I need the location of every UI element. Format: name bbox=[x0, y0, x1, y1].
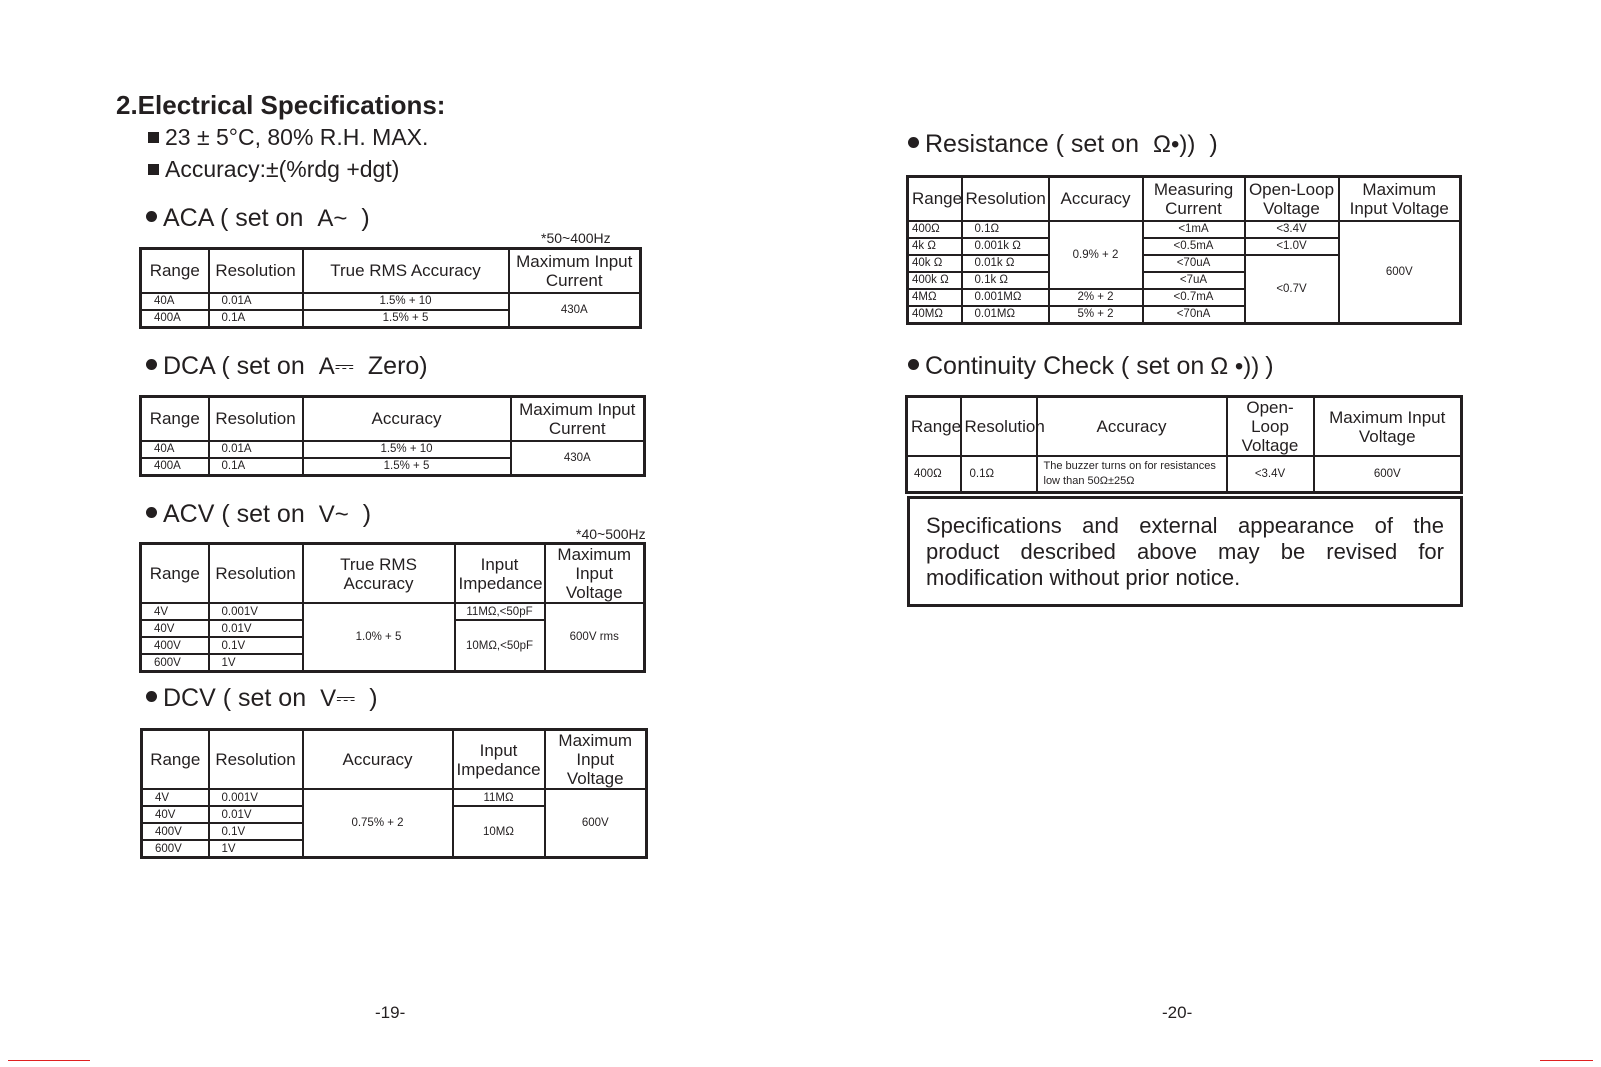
table-header-cell: Maximum Input Voltage bbox=[1314, 397, 1462, 457]
table-cell: <3.4V bbox=[1245, 221, 1339, 238]
aca-table bbox=[139, 247, 642, 329]
table-cell: 600V bbox=[545, 789, 647, 858]
table-header-cell: Range bbox=[142, 730, 209, 790]
table-cell: 1.5% + 10 bbox=[303, 293, 509, 310]
table-cell: 600V rms bbox=[545, 603, 645, 672]
table-header-cell: Input Impedance bbox=[453, 730, 545, 790]
continuity-table bbox=[905, 395, 1463, 494]
dc-volts-icon: V⎓ bbox=[320, 685, 356, 712]
acv-frequency-note: *40~500Hz bbox=[576, 526, 646, 542]
ohm-buzzer-icon: Ω•)) bbox=[1153, 131, 1196, 158]
dca-table bbox=[139, 395, 646, 477]
table-cell: 1V bbox=[209, 654, 303, 672]
acv-title: ACV ( set on V~ ) bbox=[146, 500, 371, 529]
table-header-cell: Accuracy bbox=[1049, 177, 1143, 221]
dca-title: DCA ( set on A⎓ Zero) bbox=[146, 352, 428, 381]
table-cell: 600V bbox=[1314, 456, 1462, 492]
table-cell: 40k Ω bbox=[908, 255, 962, 272]
table-row bbox=[908, 221, 1461, 238]
table-header-cell: Resolution bbox=[209, 730, 303, 790]
resistance-title: Resistance ( set on Ω•)) ) bbox=[908, 130, 1218, 159]
table-cell: 0.001V bbox=[209, 789, 303, 806]
ac-amps-icon: A~ bbox=[317, 205, 348, 232]
table-cell: 11MΩ,<50pF bbox=[455, 603, 545, 620]
table-cell: <1mA bbox=[1143, 221, 1245, 238]
table-header-cell: Resolution bbox=[209, 544, 303, 604]
table-row bbox=[141, 293, 641, 310]
table-cell: 1.5% + 5 bbox=[303, 310, 509, 328]
table-cell: 430A bbox=[511, 441, 645, 476]
table-cell: 1.0% + 5 bbox=[303, 603, 455, 672]
table-cell: 5% + 2 bbox=[1049, 306, 1143, 324]
table-row bbox=[907, 456, 1462, 492]
table-header-cell: Maximum Input Current bbox=[511, 397, 645, 441]
col-accuracy: True RMS Accuracy bbox=[303, 249, 509, 293]
table-cell: 0.001V bbox=[209, 603, 303, 620]
table-header-cell: Measuring Current bbox=[1143, 177, 1245, 221]
table-cell: <0.7V bbox=[1245, 255, 1339, 324]
table-cell: 400Ω bbox=[907, 456, 961, 492]
table-cell: <0.5mA bbox=[1143, 238, 1245, 255]
table-cell: 0.1V bbox=[209, 637, 303, 654]
table-cell: 40V bbox=[142, 806, 209, 823]
table-cell: 0.1Ω bbox=[962, 221, 1049, 238]
table-header-cell: Range bbox=[908, 177, 962, 221]
table-header-cell: Accuracy bbox=[1037, 397, 1227, 457]
condition-accuracy: Accuracy:±(%rdg +dgt) bbox=[148, 156, 399, 183]
table-cell: 1.5% + 10 bbox=[303, 441, 511, 458]
table-header-cell: Open-Loop Voltage bbox=[1245, 177, 1339, 221]
revision-notice: Specifications and external appearance of the product described above may be revised for modification without prior notice. bbox=[907, 496, 1463, 607]
table-cell: 400V bbox=[142, 823, 209, 840]
table-cell: 0.1A bbox=[209, 458, 303, 476]
table-header-cell: Resolution bbox=[961, 397, 1037, 457]
table-header-cell: Resolution bbox=[209, 397, 303, 441]
table-cell: <1.0V bbox=[1245, 238, 1339, 255]
bullet-icon bbox=[146, 211, 157, 222]
table-cell: 400k Ω bbox=[908, 272, 962, 289]
table-cell: 400A bbox=[141, 458, 209, 476]
table-cell: 10MΩ,<50pF bbox=[455, 620, 545, 672]
table-cell: 0.01MΩ bbox=[962, 306, 1049, 324]
table-cell: 600V bbox=[1339, 221, 1461, 324]
col-max: Maximum Input Current bbox=[509, 249, 641, 293]
table-cell: 0.01V bbox=[209, 806, 303, 823]
table-cell: 0.1k Ω bbox=[962, 272, 1049, 289]
table-cell: 0.01V bbox=[209, 620, 303, 637]
table-cell: 400Ω bbox=[908, 221, 962, 238]
table-cell: 40A bbox=[141, 293, 209, 310]
table-cell: 1.5% + 5 bbox=[303, 458, 511, 476]
table-header-cell: True RMS Accuracy bbox=[303, 544, 455, 604]
table-header-cell: Maximum Input Voltage bbox=[545, 544, 645, 604]
table-header-cell: Range bbox=[141, 397, 209, 441]
table-cell: 40A bbox=[141, 441, 209, 458]
table-cell: 10MΩ bbox=[453, 806, 545, 858]
table-cell: <70uA bbox=[1143, 255, 1245, 272]
table-cell: 40MΩ bbox=[908, 306, 962, 324]
table-cell: 0.9% + 2 bbox=[1049, 221, 1143, 289]
acv-table bbox=[139, 542, 646, 673]
table-cell: 0.01k Ω bbox=[962, 255, 1049, 272]
table-cell: 0.001k Ω bbox=[962, 238, 1049, 255]
table-header-cell: Input Impedance bbox=[455, 544, 545, 604]
dcv-table bbox=[140, 728, 648, 859]
table-cell: 600V bbox=[141, 654, 209, 672]
table-cell: 400V bbox=[141, 637, 209, 654]
table-cell: 0.1V bbox=[209, 823, 303, 840]
dc-amps-icon: A⎓ bbox=[318, 353, 354, 380]
table-cell: 600V bbox=[142, 840, 209, 858]
crop-mark bbox=[1540, 1060, 1593, 1061]
table-row bbox=[141, 603, 645, 620]
aca-title: ACA ( set on A~ ) bbox=[146, 204, 370, 233]
col-resolution: Resolution bbox=[209, 249, 303, 293]
section-heading: 2.Electrical Specifications: bbox=[116, 90, 446, 120]
table-cell: 0.01A bbox=[209, 441, 303, 458]
col-range: Range bbox=[141, 249, 209, 293]
table-header-cell: Range bbox=[907, 397, 961, 457]
table-header-cell: Accuracy bbox=[303, 730, 453, 790]
table-header-cell: Open-Loop Voltage bbox=[1227, 397, 1314, 457]
table-cell: 11MΩ bbox=[453, 789, 545, 806]
ac-volts-icon: V~ bbox=[318, 501, 349, 528]
table-cell: <0.7mA bbox=[1143, 289, 1245, 306]
dcv-title: DCV ( set on V⎓ ) bbox=[146, 684, 378, 713]
bullet-icon bbox=[146, 359, 157, 370]
table-cell: The buzzer turns on for resistances low than 50Ω±25Ω bbox=[1037, 456, 1227, 492]
aca-frequency-note: *50~400Hz bbox=[541, 230, 611, 246]
table-cell: <70nA bbox=[1143, 306, 1245, 324]
table-cell: 40V bbox=[141, 620, 209, 637]
table-cell: <3.4V bbox=[1227, 456, 1314, 492]
table-cell: 4MΩ bbox=[908, 289, 962, 306]
resistance-table bbox=[906, 175, 1462, 325]
table-cell: 2% + 2 bbox=[1049, 289, 1143, 306]
bullet-icon bbox=[908, 359, 919, 370]
table-row bbox=[141, 441, 645, 458]
table-cell: 430A bbox=[509, 293, 641, 328]
table-header-cell: Maximum Input Voltage bbox=[545, 730, 647, 790]
condition-temperature: 23 ± 5°C, 80% R.H. MAX. bbox=[148, 124, 428, 151]
page-number-right: -20- bbox=[1162, 1003, 1193, 1022]
table-cell: 4V bbox=[142, 789, 209, 806]
table-cell: 0.1A bbox=[209, 310, 303, 328]
bullet-icon bbox=[146, 691, 157, 702]
table-cell: 4V bbox=[141, 603, 209, 620]
table-header-cell: Range bbox=[141, 544, 209, 604]
ohm-buzzer-icon: Ω •)) bbox=[1210, 353, 1260, 380]
table-cell: 400A bbox=[141, 310, 209, 328]
table-row bbox=[142, 789, 647, 806]
table-header-cell: Accuracy bbox=[303, 397, 511, 441]
bullet-icon bbox=[146, 507, 157, 518]
crop-mark bbox=[8, 1060, 90, 1061]
page-number-left: -19- bbox=[375, 1003, 406, 1022]
table-cell: 0.001MΩ bbox=[962, 289, 1049, 306]
table-cell: 4k Ω bbox=[908, 238, 962, 255]
table-cell: <7uA bbox=[1143, 272, 1245, 289]
square-bullet-icon bbox=[148, 164, 159, 175]
table-header-cell: Maximum Input Voltage bbox=[1339, 177, 1461, 221]
table-cell: 0.01A bbox=[209, 293, 303, 310]
table-header-cell: Resolution bbox=[962, 177, 1049, 221]
continuity-title: Continuity Check ( set on Ω •)) ) bbox=[908, 352, 1274, 381]
square-bullet-icon bbox=[148, 132, 159, 143]
table-cell: 1V bbox=[209, 840, 303, 858]
table-cell: 0.1Ω bbox=[961, 456, 1037, 492]
bullet-icon bbox=[908, 137, 919, 148]
table-cell: 0.75% + 2 bbox=[303, 789, 453, 858]
